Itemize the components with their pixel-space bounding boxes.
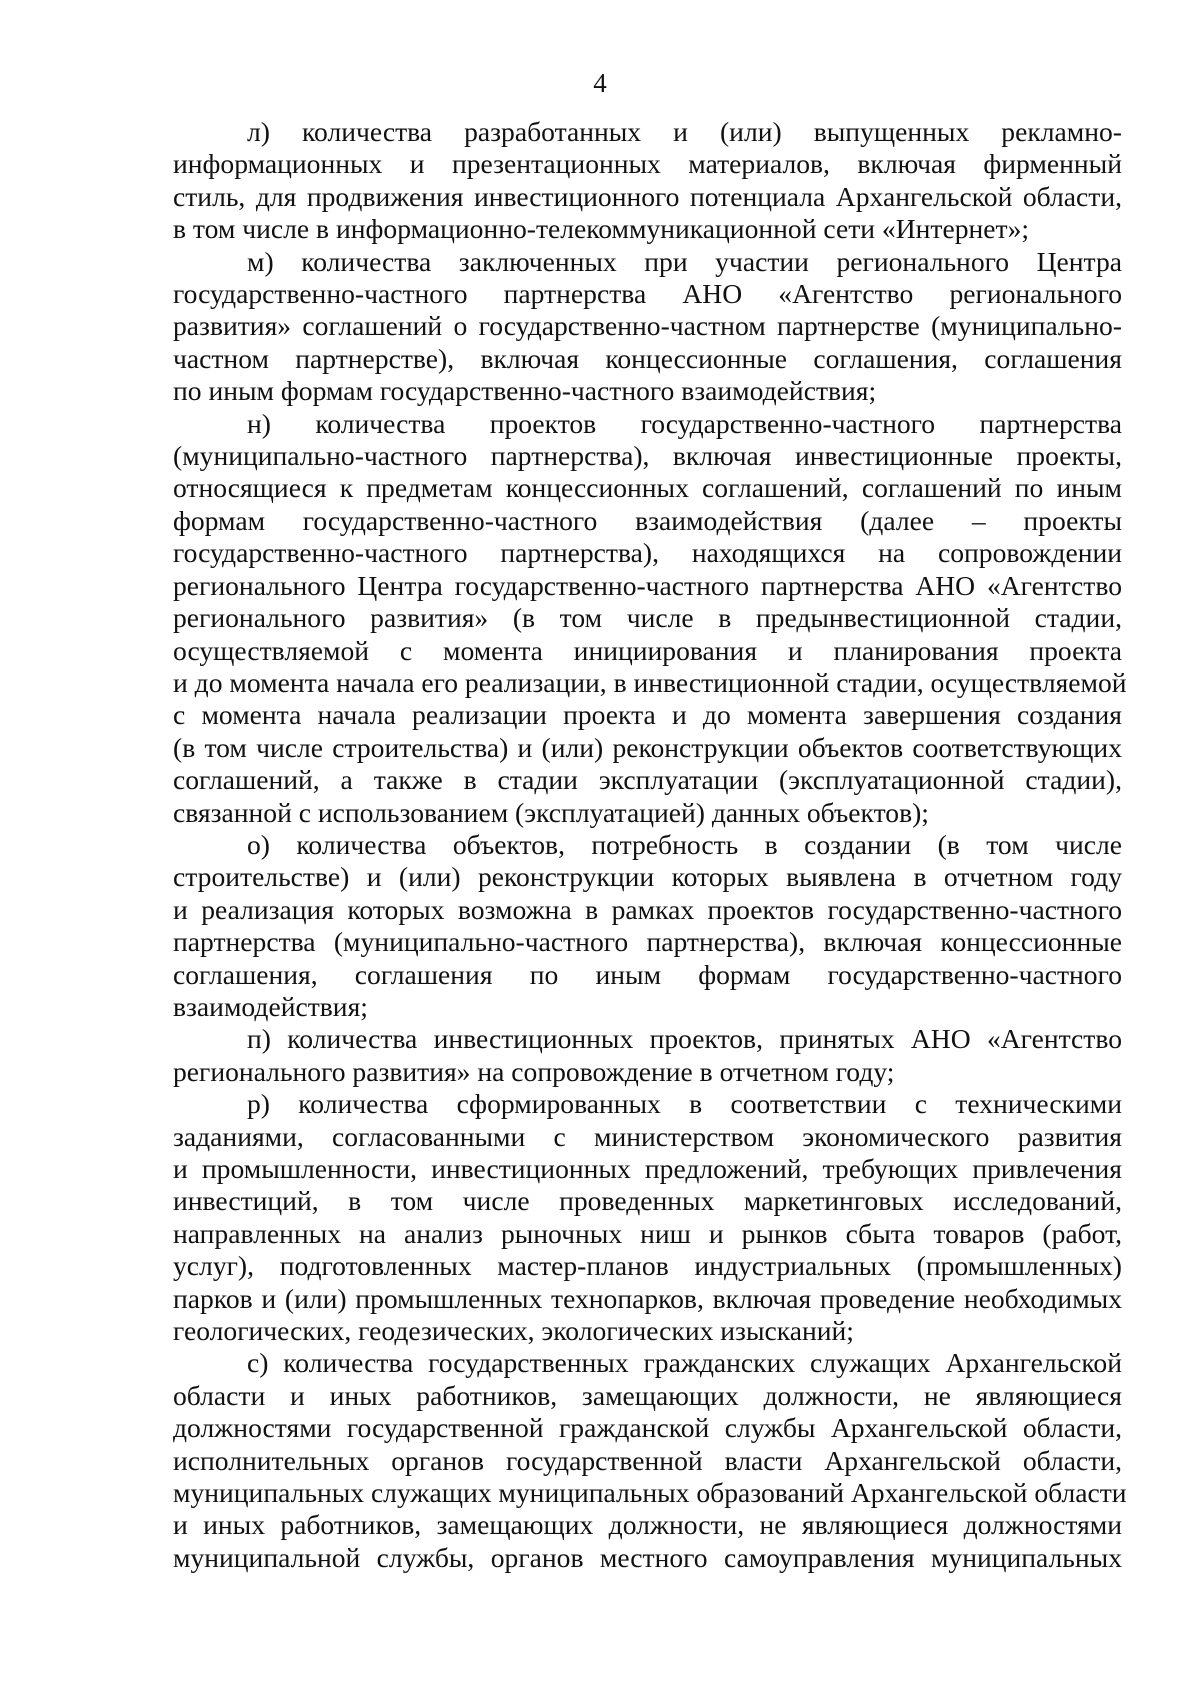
text-line: муниципальных служащих муниципальных образований Архангельской области [173, 1477, 1127, 1509]
text-line: регионального развития» на сопровождение в отчетном году; [173, 1055, 895, 1087]
text-line: р) количества сформированных в соответствии с техническими [247, 1088, 1122, 1120]
text-line: соглашений, а также в стадии эксплуатации (эксплуатационной стадии), [173, 764, 1122, 796]
text-line: о) количества объектов, потребность в создании (в том числе [247, 828, 1122, 860]
text-line: должностями государственной гражданской службы Архангельской области, [173, 1412, 1122, 1444]
document-body [173, 116, 1127, 1574]
text-line: связанной с использованием (эксплуатацией) данных объектов); [173, 796, 929, 828]
text-line: (в том числе строительства) и (или) реконструкции объектов соответствующих [173, 731, 1122, 763]
text-line: частном партнерстве), включая концессионные соглашения, соглашения [173, 342, 1122, 374]
text-line: соглашения, соглашения по иным формам государственно-частного [173, 958, 1122, 990]
text-line: исполнительных органов государственной власти Архангельской области, [173, 1444, 1122, 1476]
text-line: и до момента начала его реализации, в инвестиционной стадии, осуществляемой [173, 666, 1127, 698]
text-line: заданиями, согласованными с министерством экономического развития [173, 1120, 1122, 1152]
text-line: и иных работников, замещающих должности, не являющиеся должностями [173, 1509, 1122, 1541]
text-line: направленных на анализ рыночных ниш и рынков сбыта товаров (работ, [173, 1217, 1122, 1249]
text-line: области и иных работников, замещающих должности, не являющиеся [173, 1379, 1122, 1411]
list-paragraph [173, 829, 1122, 1023]
text-line: (муниципально-частного партнерства), включая инвестиционные проекты, [173, 440, 1122, 472]
text-line: инвестиций, в том числе проведенных маркетинговых исследований, [173, 1185, 1122, 1217]
text-line: регионального Центра государственно-частного партнерства АНО «Агентство [173, 569, 1122, 601]
text-line: взаимодействия; [173, 990, 368, 1022]
text-line: относящиеся к предметам концессионных соглашений, соглашений по иным [173, 472, 1122, 504]
text-line: государственно-частного партнерства), находящихся на сопровождении [173, 537, 1122, 569]
text-line: государственно-частного партнерства АНО «Агентство регионального [173, 278, 1122, 310]
text-line: геологических, геодезических, экологических изысканий; [173, 1315, 854, 1347]
text-line: регионального развития» (в том числе в предынвестиционной стадии, [173, 602, 1122, 634]
text-line: с момента начала реализации проекта и до момента завершения создания [173, 699, 1122, 731]
text-line: развития» соглашений о государственно-частном партнерстве (муниципально- [173, 310, 1122, 342]
text-line: н) количества проектов государственно-частного партнерства [247, 407, 1122, 439]
list-paragraph [173, 407, 1127, 829]
text-line: м) количества заключенных при участии регионального Центра [247, 245, 1122, 277]
list-paragraph [173, 1023, 1122, 1088]
text-line: муниципальной службы, органов местного самоуправления муниципальных [173, 1541, 1122, 1573]
list-paragraph [173, 1347, 1127, 1574]
text-line: и промышленности, инвестиционных предложений, требующих привлечения [173, 1153, 1122, 1184]
list-paragraph [173, 246, 1122, 408]
list-paragraph [173, 116, 1122, 246]
text-line: услуг), подготовленных мастер-планов индустриальных (промышленных) [173, 1250, 1122, 1282]
text-line: информационных и презентационных материалов, включая фирменный [173, 148, 1122, 180]
text-line: с) количества государственных гражданских служащих Архангельской [247, 1347, 1122, 1379]
text-line: л) количества разработанных и (или) выпущенных рекламно- [247, 116, 1122, 147]
text-line: п) количества инвестиционных проектов, принятых АНО «Агентство [247, 1023, 1122, 1055]
text-line: осуществляемой с момента инициирования и планирования проекта [173, 634, 1122, 666]
list-paragraph [173, 1088, 1122, 1347]
text-line: и реализация которых возможна в рамках проектов государственно-частного [173, 893, 1122, 925]
text-line: по иным формам государственно-частного взаимодействия; [173, 375, 877, 407]
text-line: партнерства (муниципально-частного партнерства), включая концессионные [173, 926, 1122, 958]
text-line: строительстве) и (или) реконструкции которых выявлена в отчетном году [173, 861, 1122, 893]
text-line: стиль, для продвижения инвестиционного потенциала Архангельской области, [173, 180, 1122, 212]
text-line: парков и (или) промышленных технопарков, включая проведение необходимых [173, 1282, 1122, 1314]
text-line: формам государственно-частного взаимодействия (далее – проекты [173, 504, 1122, 536]
text-line: в том числе в информационно-телекоммуникационной сети «Интернет»; [173, 213, 1030, 245]
page-number: 4 [593, 68, 607, 98]
